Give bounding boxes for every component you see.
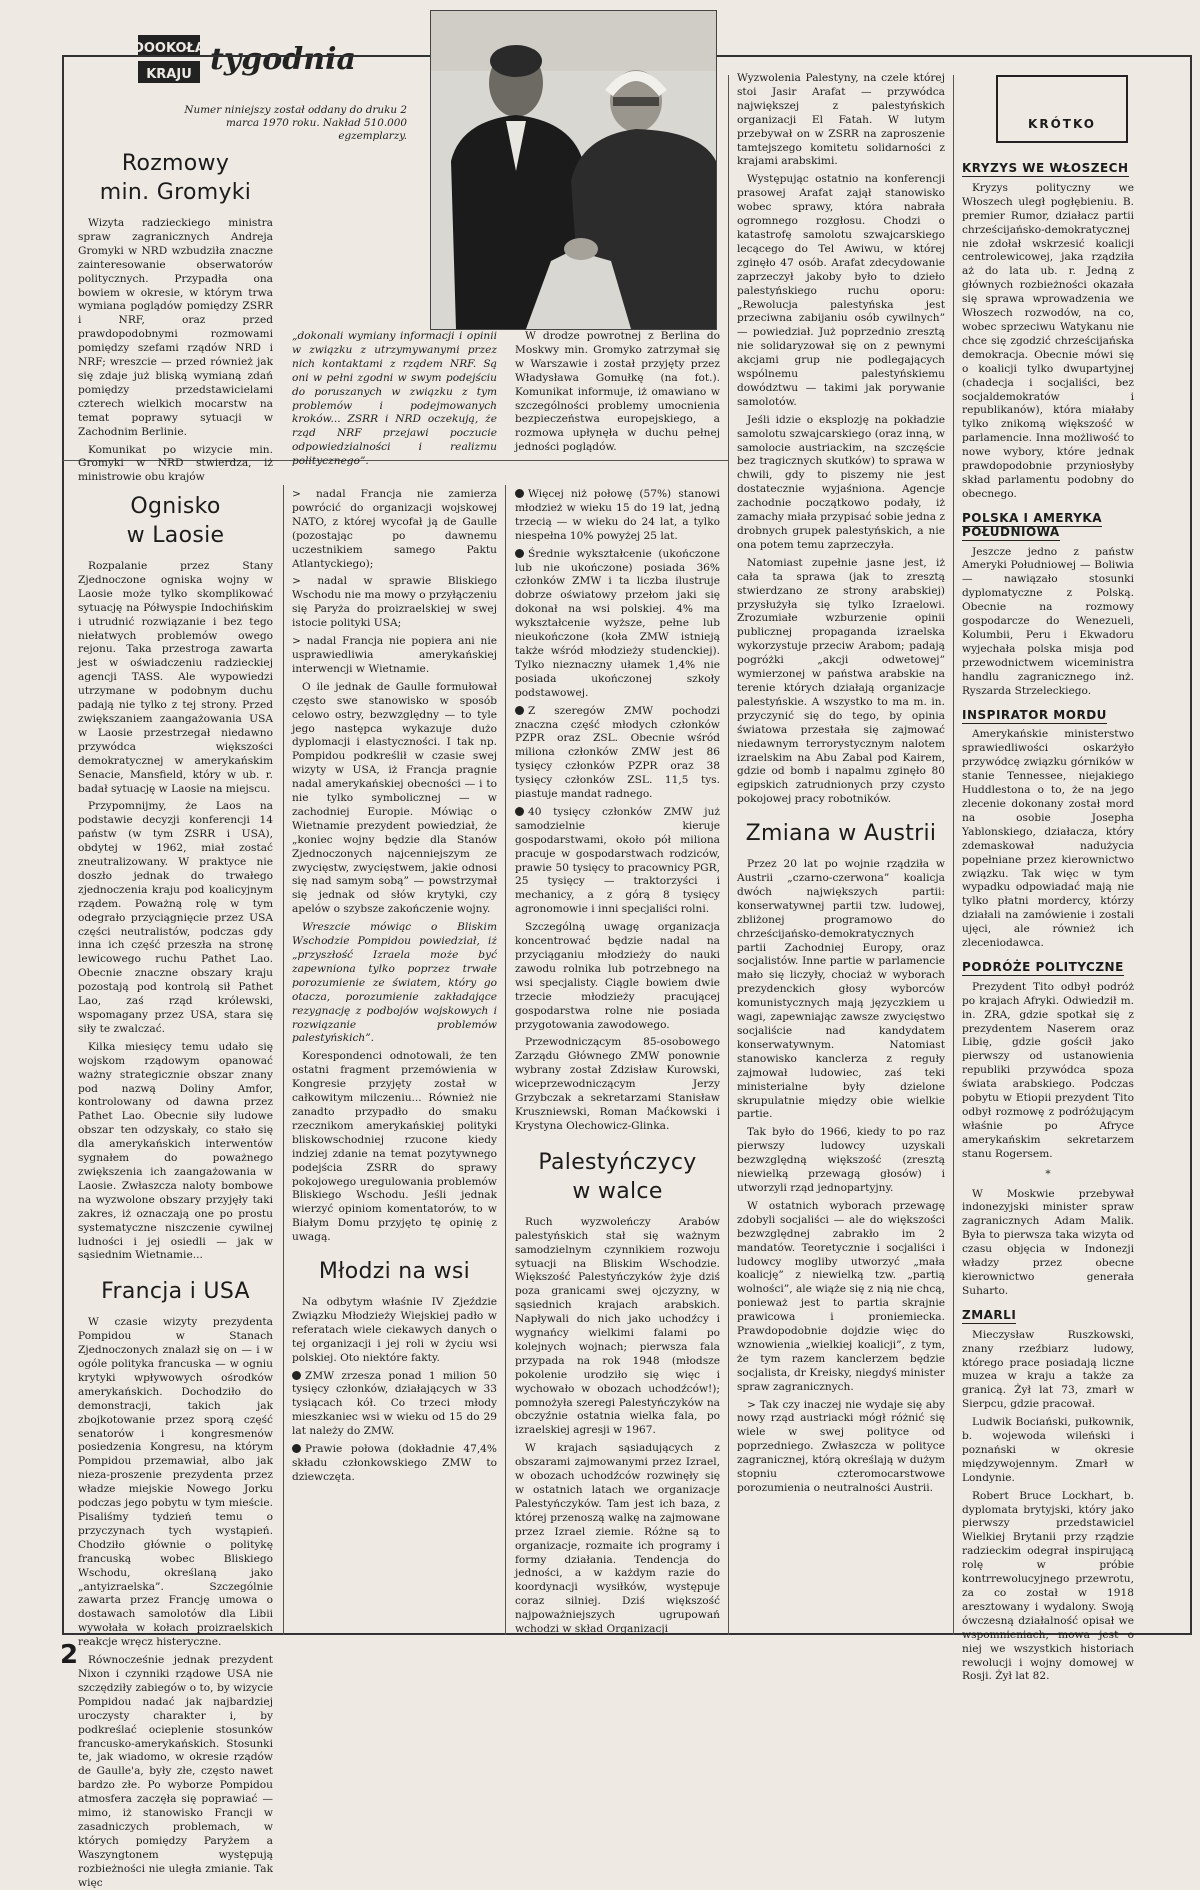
krotko-heading — [962, 961, 1134, 975]
mlodzi-paragraph: Na odbytym właśnie IV Zjeździe Związku Młodzieży Wiejskiej padło w referatach wiele ciekawych danych o tej organizacji i jej roli w życiu wsi polskiej. Oto niektóre fakty. — [292, 1296, 497, 1364]
headline-laos — [78, 492, 273, 550]
francja-bullet: > nadal Francja nie zamierza powrócić do organizacji wojskowej NATO, z której wycofał ją de Gaulle (pozostając po dawnemu uczestnikiem samego Paktu Atlantyckiego); — [292, 488, 497, 570]
column-3-lower — [515, 488, 720, 1636]
headline-laos-line1: Ognisko — [130, 494, 221, 519]
krotko-heading-text: POLSKA I AMERYKA — [962, 510, 1102, 525]
austria-paragraph: Tak było do 1966, kiedy to po raz pierwszy ludowcy uzyskali bezwzględną większość (zresztą niewielką przewagą głosów) i utworzyli rząd jednopartyjny. — [737, 1126, 945, 1194]
austria-paragraph: > Tak czy inaczej nie wydaje się aby nowy rząd austriacki mógł różnić się wiele w swej polityce od poprzedniego. Zwłaszcza w polityce zagranicznej, którą określają w dużym stopniu czteromocarstwowe porozumienia o neutralności Austrii. — [737, 1398, 945, 1494]
bullet-dot-icon — [292, 1371, 301, 1380]
headline-palestyna-line1: Palestyńczycy — [538, 1149, 697, 1175]
bullet-dot-icon — [292, 1444, 301, 1453]
column-rule — [283, 485, 284, 1635]
krotko-paragraph: Robert Bruce Lockhart, b. dyplomata brytyjski, który jako pierwszy przedstawiciel Wielkiej Brytanii przy rządzie radzieckim odegrał inspirującą rolę w próbie kontrrewolucyjnego przewrotu, za co został w 1918 aresztowany i wydalony. Swoją ówczesną działalność opisał we wspomnieniach, mowa jest o niej we wszystkich historiach rewolucji i wojny domowej w Rosji. Żył lat 82. — [962, 1489, 1134, 1683]
austria-paragraph: W ostatnich wyborach przewagę zdobyli socjaliści — ale do większości bezwzględnej zabrakło im 2 mandatów. Teoretycznie i socjaliści i ludowcy mogliby utworzyć „mała koalicję” z niewielką tzw. „partią wolności”, ale wiąże się z nią nie chcą, ponieważ jest to partia skrajnie prawicowa i proniemiecka. Prawdopodobnie dojdzie więc do wznowienia „wielkiej koalicji”, z tym, że tym razem kanclerzem będzie socjalista, dr Kreisky, niegdyś minister spraw zagranicznych. — [737, 1199, 945, 1393]
article-gromyko-quote — [292, 330, 497, 468]
krotko-paragraph: Kryzys polityczny we Włoszech uległ pogłębieniu. B. premier Rumor, działacz partii chrześcijańsko-demokratycznej nie zdołał wskrzesić koalicji centrolewicowej, jaka rządziła aż do lata ub. r. Jedną z głównych rozbieżności okazała się sprawa wprowadzenia we Włoszech rozwodów, na co, wobec sprzeciwu Watykanu nie chce się zgodzić chrześcijańska demokracja. Obecnie mówi się o koalicji tylko dwupartyjnej (chadecja i socjaliści, bez socjaldemokratów i republikanów), która miałaby tylko znikomą większość w parlamencie. Inna możliwość to nowe wybory, które jednak prawdopodobnie przyniosłyby skład parlamentu podobny do obecnego. — [962, 181, 1134, 500]
palestyna-paragraph: Jeśli idzie o eksplozję na pokładzie samolotu szwajcarskiego (oraz inną, w samolocie austriackim, na szczęście bez tragicznych skutków) to sprawa w chwili, gdy to piszemy nie jest dostatecznie wyjaśniona. Agencje zachodnie początkowo podały, iż zamachy miała przypisać sobie jedna z drobnych grupek palestyńskich, a nie ona potem temu zaprzeczyła. — [737, 413, 945, 551]
krotko-heading-text: ZMARLI — [962, 1307, 1017, 1322]
logo-bottom-text: KRAJU — [146, 67, 192, 82]
column-2-lower — [292, 488, 497, 1628]
krotko-heading-text: POŁUDNIOWA — [962, 524, 1060, 539]
gromyko-paragraph: W drodze powrotnej z Berlina do Moskwy min. Gromyko zatrzymał się w Warszawie i został przyjęty przez Władysława Gomułkę (na fot.). Komunikat informuje, iż omawiano w szczególności problemy umocnienia bezpieczeństwa europejskiego, a rozmowa upłynęła w duchu pełnej jedności poglądów. — [515, 330, 720, 454]
headline-laos-line2: w Laosie — [126, 523, 225, 548]
bullet-dot-icon — [515, 706, 524, 715]
page-number: 2 — [60, 1640, 79, 1670]
krotko-heading-text: KRYZYS WE WŁOSZECH — [962, 161, 1129, 175]
mlodzi-paragraph: Szczególną uwagę organizacja koncentrować będzie nadal na przyciąganiu młodzieży do nauki zawodu rolnika lub potrzebnego na wsi specjalisty. Ciągle bowiem dwie trzecie młodzieży pracującej gospodarstwa rolne nie posiada przygotowania zawodowego. — [515, 921, 720, 1031]
francja-paragraph: W czasie wizyty prezydenta Pompidou w Stanach Zjednoczonych znalazł się on — i w ogóle polityka francuska — w ogniu krytyki wpływowych ośrodków amerykańskich. Dochodziło do demonstracji, takich jak zbojkotowanie przez sporą część senatorów i kongresmenów posiedzenia Kongresu, na którym Pompidou przemawiał, albo jak nieza-proszenie prezydenta przez władze miejskie Nowego Jorku podczas jego pobytu w tym mieście. Pisaliśmy tydzień temu o przyczynach tych wystąpień. Chodziło głównie o politykę francuską wobec Bliskiego Wschodu, określaną jako „antyizraelska”. Szczególnie zawarta przez Francję umowa o dostawach samolotów dla Libii wywołała w kołach proizraelskich reakcje wręcz histeryczne. — [78, 1316, 273, 1649]
krotko-heading-text: PODRÓŻE POLITYCZNE — [962, 959, 1124, 974]
headline-gromyko-line1: Rozmowy — [121, 151, 230, 176]
article-gromyko-part2 — [515, 330, 720, 455]
headline-gromyko — [78, 149, 273, 207]
francja-bullet: > nadal Francja nie popiera ani nie usprawiedliwia amerykańskiej interwencji w Wietnamie. — [292, 635, 497, 675]
separator-star: * — [1045, 1167, 1051, 1180]
headline-gromyko-line2: min. Gromyki — [99, 180, 252, 205]
francja-paragraph: Wreszcie mówiąc o Bliskim Wschodzie Pompidou powiedział, iż „przyszłość Izraela może być zapewniona tylko poprzez trwałe porozumienie ze światem, który go otacza, porozumienie zakładające rezygnację z podbojów wojskowych i rozwiązanie problemów palestyńskich”. — [292, 921, 497, 1045]
krotko-paragraph: Jeszcze jedno z państw Ameryki Południowej — Boliwia — nawiązało stosunki dyplomatyczne z Polską. Obecnie na rozmowy gospodarcze do Wenezueli, Kolumbii, Peru i Ekwadoru wyjechała polska misja pod przewodnictwem wiceministra handlu zagranicznego inż. Ryszarda Strzeleckiego. — [962, 545, 1134, 697]
column-krotko — [962, 152, 1134, 1683]
mlodzi-bullet-text: ZMW zrzesza ponad 1 milion 50 tysięcy członków, działających w 33 tysiącach kół. Co trzeci młody mieszkaniec wsi w wieku od 15 do 29 lat należy do ZMW. — [292, 1369, 497, 1438]
krotko-box — [996, 75, 1128, 143]
francja-bullet: > nadal w sprawie Bliskiego Wschodu nie ma mowy o przyłączeniu się Paryża do proizraelskiej w swej istocie polityki USA; — [292, 575, 497, 630]
francja-paragraph: O ile jednak de Gaulle formułował często swe stanowisko w sposób celowo ostry, bezwzględny — to tyle jego następca wykazuje dużo dyplomacji i elastyczności. I tak np. Pompidou podkreślił w czasie swej wizyty w USA, iż Francja pragnie nadal amerykańskiej obecności — i to nie tylko symbolicznej — w zachodniej Europie. Mówiąc o Wietnamie prezydent powiedział, że „koniec wojny będzie dla Stanów Zjednoczonych najcenniejszym ze zwycięstw, zwycięstwem, jakie odnosi się nad samym sobą” — powstrzymał się jednak od słów krytyki, czy apelów o szybsze zakończenie wojny. — [292, 680, 497, 916]
bullet-dot-icon — [515, 807, 524, 816]
krotko-paragraph: Prezydent Tito odbył podróż po krajach Afryki. Odwiedził m. in. ZRA, gdzie spotkał się z prezydentem Naserem oraz Libię, gdzie gościł jako pierwszy od ustanowienia republiki przywódca spoza świata arabskiego. Podczas pobytu w Etiopii prezydent Tito odbył rozmowę z podróżującym właśnie po Afryce amerykańskim sekretarzem stanu Rogersem. — [962, 980, 1134, 1160]
headline-mlodzi: Młodzi na wsi — [318, 1259, 471, 1285]
francja-paragraph: Równocześnie jednak prezydent Nixon i czynniki rządowe USA nie szczędziły zabiegów o to, by wizycie Pompidou nadać jak najbardziej uroczysty charakter i, by podkreślać ocieplenie stosunków francusko-amerykańskich. Stosunki te, jak wiadomo, w okresie rządów de Gaulle'a, były złe, często nawet bardzo złe. Po wyborze Pompidou atmosfera zaczęła się poprawiać — mimo, iż stanowisko Francji w zasadniczych problemach, w których pomiędzy Paryżem a Waszyngtonem występują rozbieżności nie uległa zmianie. Tak więc — [78, 1654, 273, 1889]
logo-top-text: DOOKOŁA — [133, 41, 205, 56]
krotko-heading — [962, 162, 1134, 176]
mlodzi-bullet-text: Więcej niż połowę (57%) stanowi młodzież w wieku 15 do 19 lat, jedną trzecią — w wieku do 24 lat, a tylko niespełna 10% powyżej 25 lat. — [515, 488, 720, 542]
palestyna-paragraph: Ruch wyzwoleńczy Arabów palestyńskich stał się ważnym samodzielnym czynnikiem rozwoju sytuacji na Bliskim Wschodzie. Większość Palestyńczyków żyje dziś poza granicami swej ojczyzny, w sąsiednich krajach arabskich. Napływali do nich jako uchodźcy i wygnańcy wielkimi falami po kolejnych wojnach; pierwsza fala przypada na rok 1948 (młodsze pokolenie urodziło się więc i wychowało w obozach uchodźców!); pomnożyła szeregi Palestyńczyków na obczyźnie ostatnia wielka fala, po izraelskiej agresji w 1967. — [515, 1215, 720, 1437]
gromyko-paragraph: Wizyta radzieckiego ministra spraw zagranicznych Andreja Gromyki w NRD wzbudziła znaczne zainteresowanie obserwatorów politycznych. Przypadła ona bowiem w okresie, w którym trwa wymiana poglądów pomiędzy ZSRR i NRF, oraz przed prawdopodobnymi rozmowami pomiędzy szefami rządów NRD i NRF; wreszcie — przed również jak się zdaje już bliską wymianą zdań pomiędzy przedstawicielami czterech wielkich mocarstw na temat poprawy sytuacji w Zachodnim Berlinie. — [78, 217, 273, 438]
krotko-heading-text: INSPIRATOR MORDU — [962, 707, 1107, 722]
mlodzi-bullet-item — [515, 488, 720, 544]
column-rule — [728, 75, 729, 1635]
bullet-dot-icon — [515, 549, 524, 558]
krotko-heading — [962, 512, 1134, 540]
krotko-paragraph: W Moskwie przebywał indonezyjski minister spraw zagranicznych Adam Malik. Była to pierwsza taka wizyta od czasu objęcia w Indonezji władzy przez obecne kierownictwo generała Suharto. — [962, 1187, 1134, 1297]
photo-gromyko-gomulka — [430, 10, 717, 330]
krotko-paragraph: Amerykańskie ministerstwo sprawiedliwości oskarżyło przywódcę związku górników w stanie Tennessee, niejakiego Huddlestona o to, że na jego zlecenie dokonany został mord na osobie Josepha Yablonskiego, działacza, który zdemaskował nadużycia popełniane przez kierownictwo związku. Tak więc w tym wypadku odpowiadać mają nie tylko płatni mordercy, którzy działali na zamówienie i zostali ujęci, ale również ich zleceniodawca. — [962, 728, 1134, 950]
gromyko-quote: „dokonali wymiany informacji i opinii w związku z utrzymywanymi przez nich kontaktami z rządem NRF. Są oni w pełni zgodni w swym podejściu do poruszanych w związku z tym problemów i podejmowanych kroków... ZSRR i NRD oczekują, że rząd NRF przejawi poczucie odpowiedzialności i realizmu politycznego”. — [292, 330, 497, 468]
laos-paragraph: Rozpalanie przez Stany Zjednoczone ogniska wojny w Laosie może tylko skomplikować sytuację na Półwyspie Indochińskim i utrudnić rozwiązanie i bez tego niełatwych problemów owego rejonu. Taka przestroga zawarta jest w oświadczeniu radzieckiej agencji TASS. Ale wypowiedzi utrzymane w podobnym duchu padają nie tylko z tej strony. Przed zwiększaniem zaangażowania USA w Laosie przestrzegał niedawno przywódca większości demokratycznej w amerykańskim Senacie, Mansfield, który w ub. r. badał sytuację w Laosie na miejscu. — [78, 560, 273, 795]
headline-austria: Zmiana w Austrii — [745, 821, 937, 847]
palestyna-paragraph: W krajach sąsiadujących z obszarami zajmowanymi przez Izrael, w obozach uchodźców rozwinęły się w ostatnich latach we organizacje Palestyńczyków. Tam jest ich baza, z której przenoszą walkę na zajmowane przez Izrael ziemie. Różne są to organizacje, rozmaite ich programy i formy działania. Tendencja do jedności, a w każdym razie do koordynacji wysiłków, występuje coraz silniej. Dziś większość najpoważniejszych ugrupowań wchodzi w skład Organizacji — [515, 1442, 720, 1636]
bullet-dot-icon — [515, 489, 524, 498]
headline-palestyna — [515, 1148, 720, 1206]
palestyna-paragraph: Wyzwolenia Palestyny, na czele której stoi Jasir Arafat — przywódca największej z palestyńskich organizacji El Fatah. W lutym przebywał on w ZSRR na zaproszenie tamtejszego komitetu solidarności z krajami arabskimi. — [737, 72, 945, 168]
column-rule — [505, 485, 506, 1635]
column-rule — [953, 75, 954, 1635]
francja-paragraph: Korespondenci odnotowali, że ten ostatni fragment przemówienia w Kongresie przyjęty został w całkowitym milczeniu... Również nie zanadto przypadło do smaku rzecznikom amerykańskiej polityki bliskowschodniej rzucone kiedy indziej zdanie na temat pozytywnego podejścia ZSRR do sprawy pokojowego uregulowania problemów Bliskiego Wschodu. Jeśli jednak wierzyć opiniom komentatorów, to w Białym Domu przyjęto tę opinię z uwagą. — [292, 1050, 497, 1244]
mlodzi-bullet-text: Prawie połowa (dokładnie 47,4% składu członkowskiego ZMW to dziewczęta. — [292, 1443, 497, 1483]
krotko-heading — [962, 1309, 1134, 1323]
headline-palestyna-line2: w walce — [572, 1178, 663, 1204]
mlodzi-bullet-item — [515, 705, 720, 802]
article-gromyko-part1 — [78, 145, 273, 484]
issue-note: Numer niniejszy został oddany do druku 2 marca 1970 roku. Nakład 510.000 egzemplarzy. — [184, 104, 407, 142]
palestyna-paragraph: Natomiast zupełnie jasne jest, iż cała ta sprawa (jak to zresztą stwierdzano ze strony arabskiej) przysłużyła się tylko Izraelowi. Zrozumiałe wzburzenie opinii publicznej propagandа izraelska wykorzystuje przeciw Arabom; padają pogróżki „akcji odwetowej” wymierzonej w państwa arabskie na terenie których działają organizacje palestyńskie. A wszystko to ma m. in. przyczynić się do tego, by opinia światowa przestała się zajmować niedawnym terrorystycznym nalotem izraelskim na Abu Zabal pod Kairem, gdzie od bomb i napalmu zginęło 80 egipskich zatrudnionych przy czysto pokojowej pracy robotników. — [737, 556, 945, 806]
column-4 — [737, 72, 945, 1628]
palestyna-paragraph: Występując ostatnio na konferencji prasowej Arafat zajął stanowisko wobec sprawy, która nabrała ogromnego rozgłosu. Chodzi o katastrofę samolotu szwajcarskiego lecącego do Tel Awiwu, w której zginęło 47 osób. Arafat zdecydowanie zaprzeczył jakoby było to dzieło palestyńskiego ruchu oporu: „Rewolucja palestyńska jest przeciwna zabijaniu osób cywilnych” — powiedział. Już poprzednio zresztą nie solidaryzował się on z pewnymi akcjami grup nie podlegających wspólnemu palestyńskiemu dowództwu — takimi jak porywanie samolotów. — [737, 173, 945, 408]
krotko-label: KRÓTKO — [1028, 117, 1096, 131]
mlodzi-bullet-item — [292, 1370, 497, 1440]
mlodzi-bullet-text: Z szeregów ZMW pochodzi znaczna część młodych członków PZPR oraz ZSL. Obecnie wśród miliona członków ZMW jest 86 tysięcy członków PZPR oraz 38 tysięcy członków ZSL. 11,5 tys. piastuje mandat radnego. — [515, 704, 720, 801]
mlodzi-bullet-text: 40 tysięcy członków ZMW już samodzielnie kieruje gospodarstwami, około pół miliona pracuje w gospodarstwach rodziców, prawie 50 tysięcy to pracownicy PGR, 25 tysięcy — traktorzyści i mechanicy, a z górą 8 tysięcy agronomowie i inni specjaliści rolni. — [515, 805, 720, 916]
krotko-paragraph: Mieczysław Ruszkowski, znany rzeźbiarz ludowy, którego prace posiadają liczne muzea w kraju a także za granicą. Żył lat 73, zmarł w Sierpcu, gdzie pracował. — [962, 1328, 1134, 1411]
mlodzi-paragraph: Przewodniczącym 85-osobowego Zarządu Głównego ZMW ponownie wybrany został Zdzisław Kurowski, wiceprzewodniczącym Jerzy Grzybczak a sekretarzami Stanisław Kruszniewski, Roman Maćkowski i Krystyna Olechowicz-Glinka. — [515, 1036, 720, 1132]
gromyko-paragraph: Komunikat po wizycie min. Gromyki w NRD stwierdza, iż ministrowie obu krajów — [78, 443, 273, 484]
laos-paragraph: Kilka miesięcy temu udało się wojskom rządowym opanować ważny strategicznie obszar znany pod nazwą Doliny Amfor, kontrolowany od dawna przez Pathet Lao. Obecnie siły ludowe obszar ten odzyskały, co stało się dla amerykańskich interwentów sygnałem do poważnego zwiększenia ich zaangażowania w Laosie. Zwłaszcza naloty bombowe na wyzwolone obszary przyjęły taki zakres, iż oznaczają one po prostu systematyczne niszczenie cywilnej ludności i jej osiedli — jak w sąsiednim Wietnamie... — [78, 1040, 273, 1262]
krotko-paragraph: Ludwik Bociański, pułkownik, b. wojewoda wileński i poznański w okresie międzywojennym. Zmarł w Londynie. — [962, 1416, 1134, 1484]
logo-script-text: tygodnia — [210, 42, 356, 77]
mlodzi-bullet-item — [515, 548, 720, 701]
column-1-lower — [78, 488, 273, 1889]
headline-francja: Francja i USA — [101, 1279, 250, 1305]
mlodzi-bullet-item — [292, 1443, 497, 1485]
austria-paragraph: Przez 20 lat po wojnie rządziła w Austrii „czarno-czerwona” koalicja dwóch największych partii: konserwatywnej partii tzw. ludowej, zbliżonej programowo do chrześcijańsko-demokratycznych partii Zachodniej Europy, oraz socjalistów. Inne partie w parlamencie mało się liczyły, chociaż w wyborach prezydenckich głosy wyborców komunistycznych mają języczkiem u wagi, zapewniając zawsze zwycięstwo socjaliście nad kandydatem konserwatywnym. Natomiast stanowisko kanclerza z reguły zajmował ludowiec, zaś teki ministerialne były dzielone skrupulatnie między obie wielkie partie. — [737, 858, 945, 1121]
mlodzi-bullet-item — [515, 806, 720, 917]
laos-paragraph: Przypomnijmy, że Laos na podstawie decyzji konferencji 14 państw (w tym ZSRR i USA), obdytej w 1962, miał zostać zneutralizowany. W praktyce nie doszło jednak do trwałego zjednoczenia kraju pod koalicyjnym rządem. Poważną rolę w tym odegrało przyciągnięcie przez USA części neutralistów, podczas gdy inna ich część przeszła na stronę lewicowego ruchu Pathet Lao. Obecnie znaczne obszary kraju pozostają pod kontrolą sił Pathet Lao, zaś rząd królewski, wspomagany przez USA, stara się siły te zwalczać. — [78, 800, 273, 1035]
krotko-heading — [962, 709, 1134, 723]
mlodzi-bullet-text: Średnie wykształcenie (ukończone lub nie ukończone) posiada 36% członków ZMW i ta liczba ilustruje dobrze oświatowy przełom jaki się dokonał na wsi polskiej. 4% ma wykształcenie wyższe, pełne lub nieukończone (koła ZMW istnieją także wśród młodzieży studenckiej). Tylko nieznaczny ułamek 1,4% nie posiada ukończonej szkoły podstawowej. — [515, 547, 720, 699]
